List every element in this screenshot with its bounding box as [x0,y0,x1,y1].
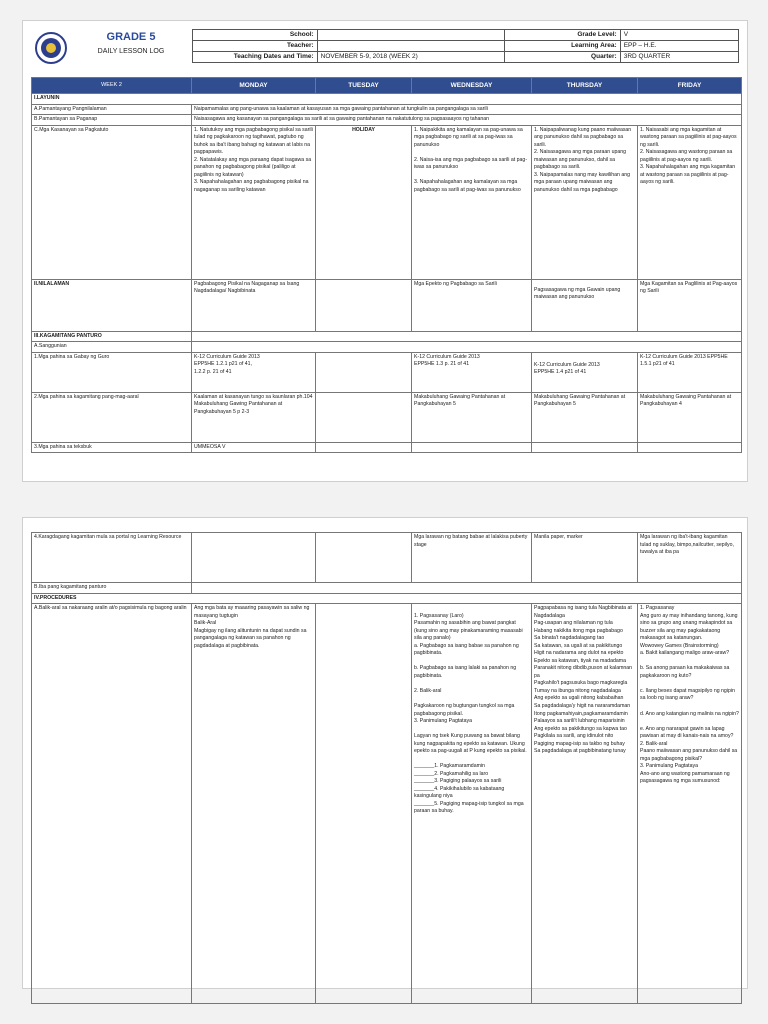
monday-header: MONDAY [192,78,316,94]
monday-cell: 1. Natutukoy ang mga pagbabagong pisikal sa sarili tulad ng pagkakaroon ng tagihawat, pagtubo ng buhok sa iba't ibang bahagi ng katawan at labis na pagpapawis. 2. Natatalakay ang mga paraang dapat isagawa sa panahon ng pagbabagong pisikal (paliligo at pagiilinis ng katawan) 3. Napahahalagahan ang pagbabagong pisikal na nagaganap sa sariling katawan [192,125,316,279]
thursday-cell: K-12 Curriculum Guide 2013 EPP5HE 1.4 p21 of 41 [532,352,638,392]
friday-cell: Mga Kagamitan sa Paglilinis at Pag-aayos ng Sarili [638,279,742,331]
school-value [317,30,504,41]
row-text: Naipamamalas ang pang-unawa sa kaalaman at kasayusan sa mga gawaing pantahanan at tungkulin sa pangangalaga sa sarili [192,104,742,115]
monday-cell: Pagbabagong Pisikal na Nagaganap sa Isang Nagdadalaga/ Nagbibinata [192,279,316,331]
grade-level-label: Grade Level: [505,30,621,41]
grade-title: GRADE 5 [106,31,156,43]
monday-cell [192,533,316,583]
kagamitan-row [32,331,742,342]
row-label: A.Sanggunian [32,342,192,353]
learning-area-label: Learning Area: [505,41,621,52]
lesson-log-table-1 [31,77,742,453]
gabay-guro-row [32,352,742,392]
pamantayang-pangnilalaman-row [32,104,742,115]
row-text: Naisasagawa ang kasanayan sa pangangalaga sa sarili at sa gawaing pantahanan na nakatutulong sa pagsasaayos ng tahanan [192,115,742,126]
log-title: DAILY LESSON LOG [97,48,165,55]
procedures-row [32,593,742,604]
dates-label: Teaching Dates and Time: [193,52,318,63]
wednesday-cell: K-12 Curriculum Guide 2013 EPP5HE 1.3 p. 21 of 41 [412,352,532,392]
week-cell: WEEK 2 [32,78,192,94]
day-header-row [32,78,742,94]
nilalaman-row [32,279,742,331]
friday-cell: K-12 Curriculum Guide 2013 EPP5HE 1.5.1 p21 of 41 [638,352,742,392]
grade-level-value: V [620,30,738,41]
header-info-table [192,29,739,63]
tuesday-cell [316,279,412,331]
friday-cell: 1. Pagsasanay Ang guro ay may inihandang tanong, kung sino sa grupo ang unang makapindot sa buzzer sila ang may pagkakataong makasagot sa katanungan. Wowowey Games (Brainstorming) a. Bakit kailangang maligo araw-araw? b. Sa anong paraan ka makakaiwas sa pagkakaroon ng kuto? c. Ilang beses dapat magsipilyo ng ngipin sa loob ng isang araw? d. Ano ang katangian ng malinis na ngipin? e. Ano ang nararapat gawin sa lapag pawisan at may di kanais-nais na amoy? 2. Balik-aral Paano maiiwasan ang panunukso dahil sa mga pagbabagong pisikal? 3. Panimulang Pagtataya Ano-ano ang wastong pamamaraan ng pagsasagawa ng mga sumusunod: [638,604,742,1004]
row-label: C.Mga Kasanayan sa Pagkatuto [32,125,192,279]
friday-cell: Mga larawan ng iba't-ibang kagamitan tulad ng suklay, bimpo,nailcutter, sepilyo, tuwalya at iba pa [638,533,742,583]
iba-pang-kagamitan-row [32,583,742,594]
row-label: 2.Mga pahina sa kagamitang pang-mag-aaral [32,392,192,442]
karagdagang-kagamitan-row [32,533,742,583]
section-kagamitan: III.KAGAMITANG PANTURO [32,331,192,342]
document-page-1 [22,20,748,482]
friday-header: FRIDAY [638,78,742,94]
thursday-cell: Pagpapabasa ng isang tula Nagbibinata at Nagdadalaga Pag-usapan ang nilalaman ng tula Habang nakikita itong mga pagbabago Sa binata't nagdadalagang tao Sa katawan, sa ugali at sa pakikitungo Higit na nadarama ang dulot na epekto Epekto sa katawan, tiyak na madadama Paranakit nitong dibdib,puson at kalamnan pa Pagkahilo't pagsusuka bago magkaregla Tumay na ibunga nitong nagdadalaga Ang epekto sa ugali nitong kababaihan Sa pagdadalaga'y higit na nararamdaman Itong pagkamahiyain,pagkamaramdamin Palaayos sa sarili't lubhang maparisinin Ang epekto sa pakikitungo sa kapwa tao Pagkilala sa sarili, ang idinulot nito Pagiging mapag-isip sa takbo ng buhay Sa pagdadalaga at pagbibinatang tunay [532,604,638,1004]
monday-cell: Kaalaman at kasanayan tungo sa kaunlaran ph.104 Makabuluhang Gawing Pantahanan at Pangkabuhayan 5 p 2-3 [192,392,316,442]
wednesday-header: WEDNESDAY [412,78,532,94]
thursday-cell: Pagsasagawa ng mga Gawain upang maiwasan ang panunukso [532,279,638,331]
wednesday-cell [412,604,532,1004]
layunin-row [32,94,742,105]
thursday-cell: Makabuluhang Gawaing Pantahanan at Pangkabuhayan 5 [532,392,638,442]
thursday-cell: Manila paper, marker [532,533,638,583]
tuesday-cell [316,604,412,1004]
wednesday-procedure-text: 1. Pagsasanay (Laro) Pasamahin ng sasabihin ang bawat pangkat (kung sino ang may pinakamaraming masasabi sila ang panalo) a. Pagbabago sa isang babae sa panahon ng pagbibinata. b. Pagbabago sa isang lalaki sa panahon ng pagbibinata. 2. Balik-aral Pagkakaroon ng bugtungan tungkol sa mga pagbabagong pisikal. 3. Panimulang Pagtataya Lagyan ng tsek Kung puwang sa bawat bilang kung nagpapakita ng epekto sa katawan. Ukung epekto sa pag-uugali at P kung epekto sa pisikal. [414,612,527,755]
wednesday-checklist: _______1. Pagkamaramdamin _______2. Pagkamahilig sa laro _______3. Pagiging palaayos sa sarili _______4. Pakikihalubilo sa kabataang kasingulang niya _______5. Pagiging mapag-isip tungkol sa mga paraan sa buhay. [414,763,524,815]
document-page-2 [22,517,748,989]
wednesday-cell: Mga Epekto ng Pagbabago sa Sarili [412,279,532,331]
row-label: 1.Mga pahina sa Gabay ng Guro [32,352,192,392]
row-label: B.Pamantayan sa Paganap [32,115,192,126]
wednesday-cell: 1. Naipakikita ang kamalayan sa pag-unawa sa mga pagbabago ng sarili at sa pag-iwas sa panunukso 2. Naisa-isa ang mga pagbabago sa sarili at pag-iwas sa panunukso 3. Napahahalagahan ang kamalayan sa mga pagbabago sa sarili at pag-iwas sa panunukso [412,125,532,279]
monday-cell: UMMEOSA V [192,442,316,453]
sanggunian-row [32,342,742,353]
monday-cell: Ang mga bata ay maaaring pasayawin sa saliw ng masayang tugtugin Balik-Aral Magbigay ng ilang alituntunin na dapat sundin sa pangangalaga ng katawan sa panahon ng pagdadalaga at pagbibinata. [192,604,316,1004]
kagamitang-mag-aaral-row [32,392,742,442]
tuesday-cell [316,352,412,392]
thursday-cell: 1. Naipapaliwanag kung paano maiiwasan ang panunukso dahil sa pagbabago sa sarili. 2. Naisasagawa ang mga paraan upang maiwasan ang panunukso, dahil sa pagbabago sa sarili. 3. Naipapamalas nang may kawilihan ang mga paraan upang maiwasan ang panunukso dahil sa mga pagbabago [532,125,638,279]
teksbuk-row [32,442,742,453]
tuesday-cell [316,533,412,583]
section-layunin: I.LAYUNIN [32,94,742,105]
wednesday-cell: Mga larawan ng batang babae at lalakisa puberty stage [412,533,532,583]
row-label: 4.Karagdagang kagamitan mula sa portal ng Learning Resource [32,533,192,583]
row-label: A.Balik-aral sa nakaraang aralin at/o pagsisimula ng bagong aralin [32,604,192,1004]
wednesday-cell: Makabuluhang Gawaing Pantahanan at Pangkabuhayan 5 [412,392,532,442]
friday-cell: Makabuluhang Gawaing Pantahanan at Pangkabuhayan 4 [638,392,742,442]
deped-seal-icon [35,32,67,64]
kasanayan-row [32,125,742,279]
teacher-value [317,41,504,52]
monday-cell: K-12 Curriculum Guide 2013 EPP5HE 1.2.1 p21 of 41, 1.2.2 p. 21 of 41 [192,352,316,392]
teacher-label: Teacher: [193,41,318,52]
thursday-header: THURSDAY [532,78,638,94]
row-label: A.Pamantayang Pangnilalaman [32,104,192,115]
tuesday-holiday: HOLIDAY [316,125,412,279]
row-label: B.Iba pang kagamitang panturo [32,583,192,594]
lesson-log-table-2 [31,532,742,1004]
quarter-label: Quarter: [505,52,621,63]
learning-area-value: EPP – H.E. [620,41,738,52]
tuesday-header: TUESDAY [316,78,412,94]
quarter-value: 3RD QUARTER [620,52,738,63]
section-procedures: IV.PROCEDURES [32,593,742,604]
friday-cell: 1. Naisasabi ang mga kagamitan at wastong paraan sa pagiilinis at pag-aayos ng sarili. 2. Naisasagawa ang wastong paraan sa pagiilinis at pag-aayos ng sarili. 3. Napahahalagahan ang mga kagamitan at wastong paraan sa pagiilinis at pag-aayos ng sarili. [638,125,742,279]
section-nilalaman: II.NILALAMAN [32,279,192,331]
row-label: 3.Mga pahina sa teksbuk [32,442,192,453]
balik-aral-row [32,604,742,1004]
tuesday-cell [316,392,412,442]
school-label: School: [193,30,318,41]
dates-value: NOVEMBER 5-9, 2018 (WEEK 2) [317,52,504,63]
pamantayan-paganap-row [32,115,742,126]
